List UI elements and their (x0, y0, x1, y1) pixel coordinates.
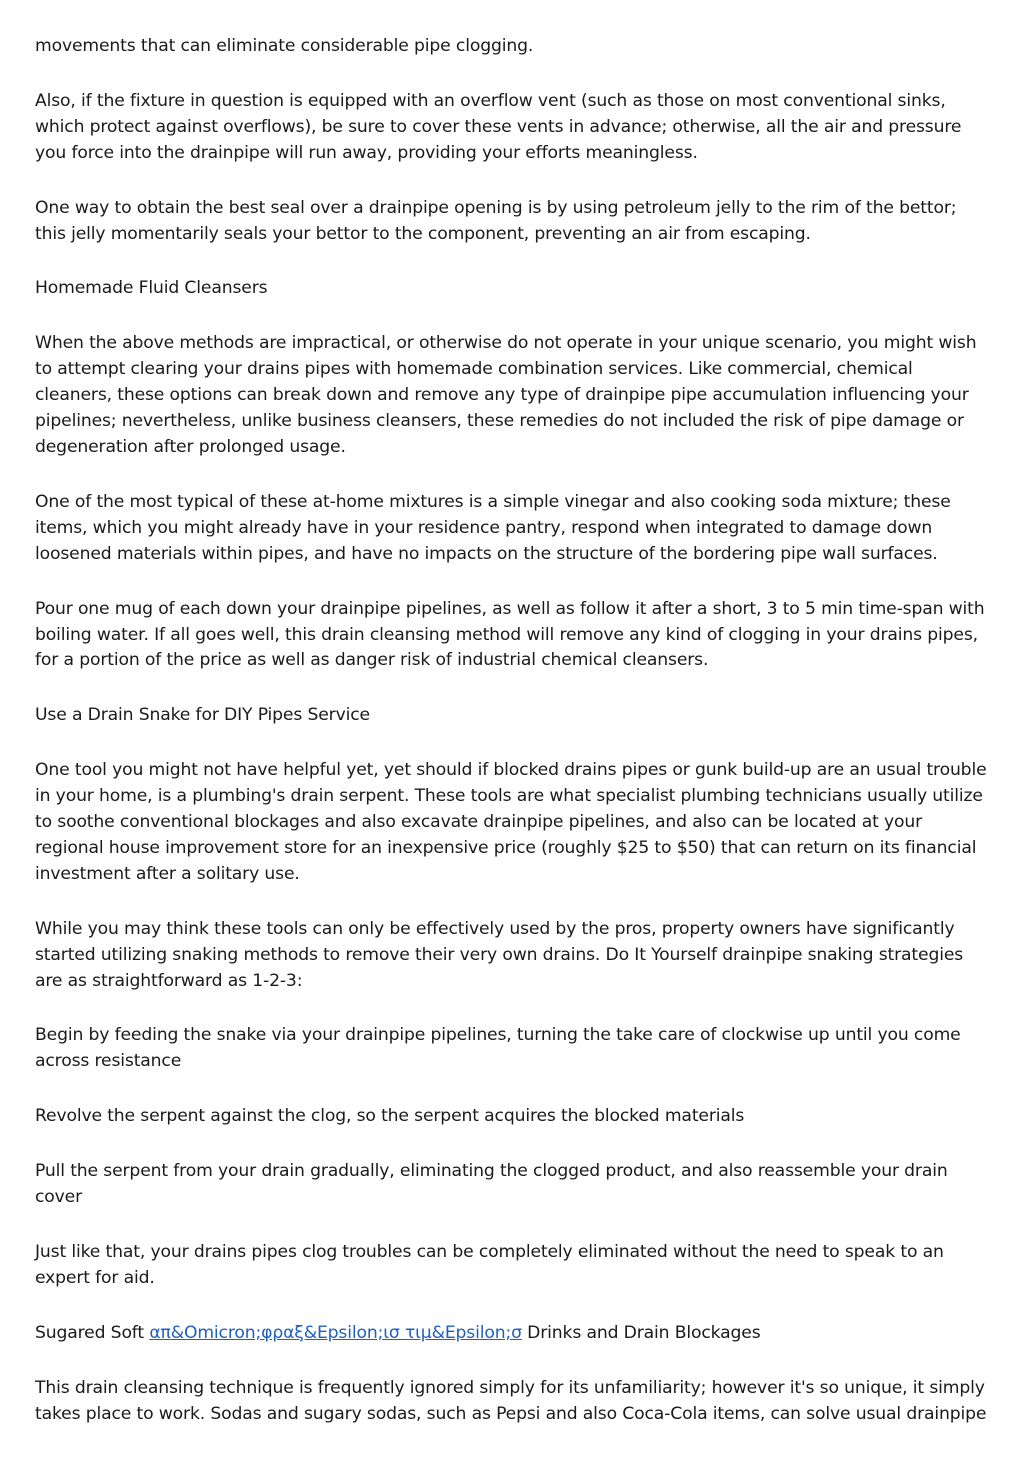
paragraph: While you may think these tools can only be effectively used by the pros, property owners have significantly started utilizing snaking methods to remove their very own drains. Do It Yourself drainpipe snaking strategies are as straightforward as 1-2-3: (35, 918, 964, 991)
paragraph: One tool you might not have helpful yet, yet should if blocked drains pipes or gunk build-up are an usual trouble in your home, is a plumbing's drain serpent. These tools are what specialist plumbing technicians usually utilize to soothe conventional blockages and also excavate drainpipe pipelines, and also can be located at your regional house improvement store for an inexpensive price (roughly $25 to $50) that can return on its financial investment after a solitary use. (35, 760, 987, 884)
paragraph: Just like that, your drains pipes clog troubles can be completely eliminated without the need to speak to an expert for aid. (35, 1242, 944, 1288)
section-heading: Use a Drain Snake for DIY Pipes Service (35, 705, 370, 726)
paragraph: This drain cleansing technique is frequently ignored simply for its unfamiliarity; however it's so unique, it simply takes place to work. Sodas and sugary sodas, such as Pepsi and also Coca-Cola items, can solve usual drainpipe (35, 1377, 987, 1424)
list-step: Begin by feeding the snake via your drainpipe pipelines, turning the take care of clockwise up until you come across resistance (35, 1025, 961, 1072)
section-heading: Homemade Fluid Cleansers (35, 278, 268, 299)
paragraph: One of the most typical of these at-home mixtures is a simple vinegar and also cooking soda mixture; these items, which you might already have in your residence pantry, respond when integrated to damage down loosened materials within pipes, and have no impacts on the structure of the bordering pipe wall surfaces. (35, 491, 951, 564)
document-body (35, 34, 991, 1457)
inline-link[interactable]: απ&Omicron;φραξ&Epsilon;ισ τιμ&Epsilon;σ (149, 1322, 522, 1343)
paragraph: One way to obtain the best seal over a drainpipe opening is by using petroleum jelly to the rim of the bettor; this jelly momentarily seals your bettor to the component, preventing an air from escaping. (35, 197, 957, 244)
paragraph: When the above methods are impractical, or otherwise do not operate in your unique scenario, you might wish to attempt clearing your drains pipes with homemade combination services. Like commercial, chemical cleaners, these options can break down and remove any type of drainpipe pipe accumulation influencing your pipelines; nevertheless, unlike business cleansers, these remedies do not included the risk of pipe damage or degeneration after prolonged usage. (35, 333, 977, 457)
heading-text-after: Drinks and Drain Blockages (521, 1322, 761, 1343)
list-step: Revolve the serpent against the clog, so the serpent acquires the blocked materials (35, 1106, 745, 1127)
paragraph: Pour one mug of each down your drainpipe pipelines, as well as follow it after a short, 3 to 5 min time-span with boiling water. If all goes well, this drain cleansing method will remove any kind of clogging in your drains pipes, for a portion of the price as well as danger risk of industrial chemical cleansers. (35, 598, 985, 671)
list-step: Pull the serpent from your drain gradually, eliminating the clogged product, and also reassemble your drain cover (35, 1161, 948, 1208)
heading-text-before: Sugared Soft (35, 1322, 150, 1343)
paragraph: movements that can eliminate considerable pipe clogging. (35, 36, 534, 56)
section-heading-with-link (35, 1321, 991, 1347)
paragraph: Also, if the fixture in question is equipped with an overflow vent (such as those on most conventional sinks, which protect against overflows), be sure to cover these vents in advance; otherwise, all the air and pressure you force into the drainpipe will run away, providing your efforts meaningless. (35, 90, 962, 163)
